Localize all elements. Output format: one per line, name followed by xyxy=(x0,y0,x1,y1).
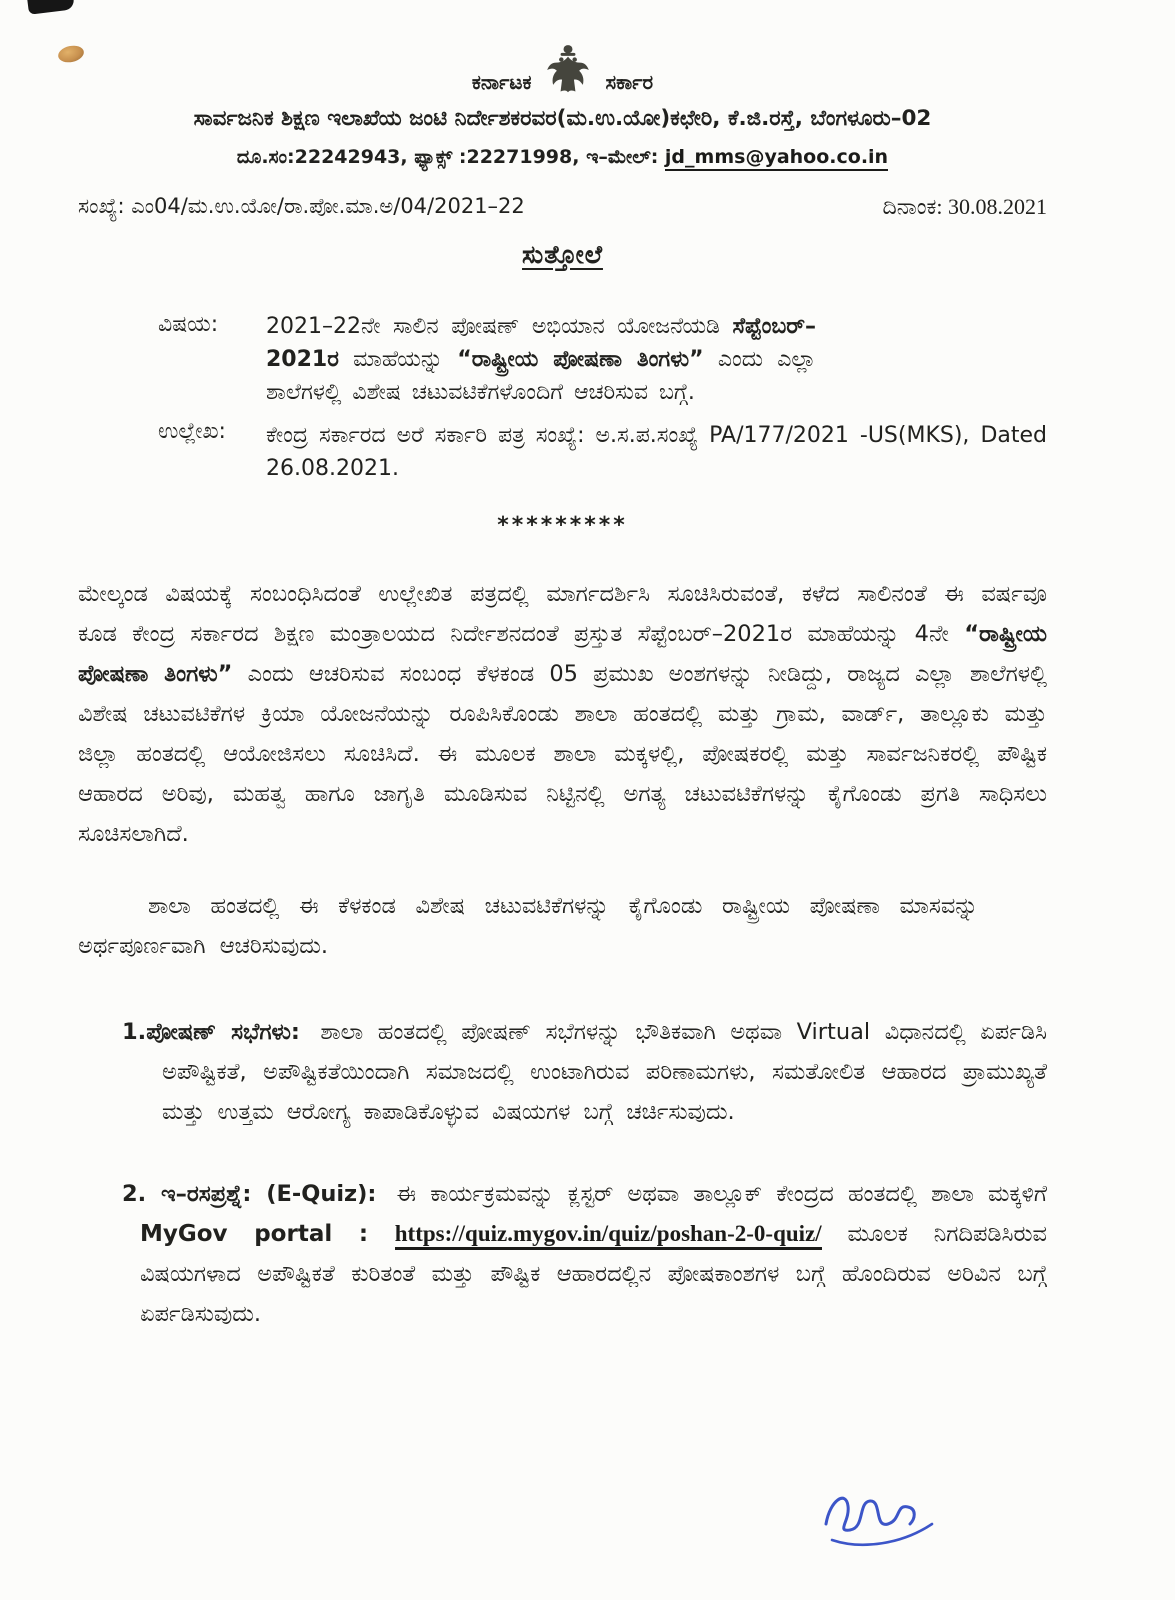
subject-seg-3: ಎಂದು ಎಲ್ಲಾ ಶಾಲೆಗಳಲ್ಲಿ ವಿಶೇಷ ಚಟುವಟಿಕೆಗಳೊಂದಿಗೆ ಆಚರಿಸುವ ಬಗ್ಗೆ. xyxy=(266,347,817,405)
subject-bold-slogan: “ರಾಷ್ಟ್ರೀಯ ಪೋಷಣಾ ತಿಂಗಳು” xyxy=(457,347,704,372)
subject-seg-1: 2021–22ನೇ ಸಾಲಿನ ಪೋಷಣ್ ಅಭಿಯಾನ ಯೋಜನೆಯಡಿ xyxy=(266,314,733,339)
phone-fax-email-text: ದೂ.ಸಂ:22242943, ಫ್ಯಾಕ್ಸ್ :22271998, ಇ–ಮೇಲ್: xyxy=(236,146,665,168)
subject-text xyxy=(266,310,816,409)
item1-number: 1. xyxy=(122,1019,147,1045)
email-link[interactable]: jd_mms@yahoo.co.in xyxy=(665,146,888,171)
emblem-right-text: ಸರ್ಕಾರ xyxy=(605,70,654,94)
item2-seg-1: ಈ ಕಾರ್ಯಕ್ರಮವನ್ನು ಕ್ಲಸ್ಟರ್ ಅಥವಾ ತಾಲ್ಲೂಕ್ ಕೇಂದ್ರದ ಹಂತದಲ್ಲಿ ಶಾಲಾ ಮಕ್ಕಳಿಗೆ xyxy=(382,1181,1047,1207)
para1-bold-slogan: “ರಾಷ್ಟ್ರೀಯ ಪೋಷಣಾ ತಿಂಗಳು” xyxy=(78,621,1047,687)
body-paragraph-1 xyxy=(78,574,1047,854)
item2-heading: ಇ–ರಸಪ್ರಶ್ನೆ: (E-Quiz): xyxy=(146,1181,377,1207)
subject-row xyxy=(158,310,1047,409)
subject-reference-block xyxy=(158,310,1047,485)
subject-label: ವಿಷಯ: xyxy=(158,312,219,337)
emblem-left-text: ಕರ್ನಾಟಕ xyxy=(471,70,532,94)
office-address-line: ಸಾರ್ವಜನಿಕ ಶಿಕ್ಷಣ ಇಲಾಖೆಯ ಜಂಟಿ ನಿರ್ದೇಶಕರವರ(ಮ.ಉ.ಯೋ)ಕಛೇರಿ, ಕೆ.ಜಿ.ರಸ್ತೆ, ಬೆಂಗಳೂರು–02 xyxy=(193,106,932,131)
list-item-poshan-meetings xyxy=(122,1012,1047,1132)
list-item-equiz xyxy=(122,1174,1047,1334)
karnataka-emblem-icon xyxy=(545,44,591,96)
body-paragraph-2: ಶಾಲಾ ಹಂತದಲ್ಲಿ ಈ ಕೆಳಕಂಡ ವಿಶೇಷ ಚಟುವಟಿಕೆಗಳನ್ನು ಕೈಗೊಂಡು ರಾಷ್ಟ್ರೀಯ ಪೋಷಣಾ ಮಾಸವನ್ನು ಅರ್ಥಪೂರ್ಣವಾಗಿ ಆಚರಿಸುವುದು. xyxy=(78,893,978,959)
contact-line xyxy=(78,146,1047,168)
document-title: ಸುತ್ತೋಲೆ xyxy=(522,240,603,269)
separator-stars: ********* xyxy=(497,513,628,538)
para1-seg-1: ಮೇಲ್ಕಂಡ ವಿಷಯಕ್ಕೆ ಸಂಬಂಧಿಸಿದಂತೆ ಉಲ್ಲೇಖಿತ ಪತ್ರದಲ್ಲಿ ಮಾರ್ಗದರ್ಶಿಸಿ ಸೂಚಿಸಿರುವಂತೆ, ಕಳೆದ ಸಾಲಿನಂತೆ ಈ ವರ್ಷವೂ ಕೂಡ ಕೇಂದ್ರ ಸರ್ಕಾರದ ಶಿಕ್ಷಣ ಮಂತ್ರಾಲಯದ ನಿರ್ದೇಶನದಂತೆ ಪ್ರಸ್ತುತ ಸೆಪ್ಟೆಂಬರ್–2021ರ ಮಾಹೆಯನ್ನು 4ನೇ xyxy=(78,581,1047,647)
item2-seg-2: ಮೂಲಕ ನಿಗದಿಪಡಿಸಿರುವ ವಿಷಯಗಳಾದ ಅಪೌಷ್ಟಿಕತೆ ಕುರಿತಂತೆ ಮತ್ತು ಪೌಷ್ಟಿಕ ಆಹಾರದಲ್ಲಿನ ಪೋಷಕಾಂಶಗಳ ಬಗ್ಗೆ ಹೊಂದಿರುವ ಅರಿವಿನ ಬಗ್ಗೆ ಏರ್ಪಡಿಸುವುದು. xyxy=(140,1221,1048,1327)
reference-row xyxy=(158,417,1047,485)
para1-seg-2: ಎಂದು ಆಚರಿಸುವ ಸಂಬಂಧ ಕೆಳಕಂಡ 05 ಪ್ರಮುಖ ಅಂಶಗಳನ್ನು ನೀಡಿದ್ದು, ರಾಜ್ಯದ ಎಲ್ಲಾ ಶಾಲೆಗಳಲ್ಲಿ ವಿಶೇಷ ಚಟುವಟಿಕೆಗಳ ಕ್ರಿಯಾ ಯೋಜನೆಯನ್ನು ರೂಪಿಸಿಕೊಂಡು ಶಾಲಾ ಹಂತದಲ್ಲಿ ಮತ್ತು ಗ್ರಾಮ, ವಾರ್ಡ್, ತಾಲ್ಲೂಕು ಮತ್ತು ಜಿಲ್ಲಾ ಹಂತದಲ್ಲಿ ಆಯೋಜಿಸಲು ಸೂಚಿಸಿದೆ. ಈ ಮೂಲಕ ಶಾಲಾ ಮಕ್ಕಳಲ್ಲಿ, ಪೋಷಕರಲ್ಲಿ ಮತ್ತು ಸಾರ್ವಜನಿಕರಲ್ಲಿ ಪೌಷ್ಟಿಕ ಆಹಾರದ ಅರಿವು, ಮಹತ್ವ ಹಾಗೂ ಜಾಗೃತಿ ಮೂಡಿಸುವ ನಿಟ್ಟಿನಲ್ಲಿ ಅಗತ್ಯ ಚಟುವಟಿಕೆಗಳನ್ನು ಕೈಗೊಂಡು ಪ್ರಗತಿ ಸಾಧಿಸಲು ಸೂಚಿಸಲಾಗಿದೆ. xyxy=(78,661,1047,847)
subject-bold-month: ಸೆಪ್ಟೆಂಬರ್– 2021ರ xyxy=(266,314,816,372)
reference-label: ಉಲ್ಲೇಖ: xyxy=(158,419,226,444)
reference-text: ಕೇಂದ್ರ ಸರ್ಕಾರದ ಅರೆ ಸರ್ಕಾರಿ ಪತ್ರ ಸಂಖ್ಯೆ: ಅ.ಸ.ಪ.ಸಂಖ್ಯೆ PA/177/2021 -US(MKS), Dated 26.08.2021. xyxy=(266,423,1047,481)
quiz-url-link[interactable]: https://quiz.mygov.in/quiz/poshan-2-0-quiz/ xyxy=(395,1221,822,1250)
item2-number: 2. xyxy=(122,1181,147,1207)
signature-scribble xyxy=(812,1478,944,1564)
government-header xyxy=(78,44,1047,96)
item1-heading: ಪೋಷಣ್ ಸಭೆಗಳು: xyxy=(146,1019,300,1045)
circular-date: ದಿನಾಂಕ: 30.08.2021 xyxy=(882,194,1047,219)
subject-seg-2: ಮಾಹೆಯನ್ನು xyxy=(338,347,458,372)
mygov-portal-label: MyGov portal : xyxy=(140,1221,395,1247)
circular-number: ಸಂಖ್ಯೆ: ಎಂ04/ಮ.ಉ.ಯೋ/ರಾ.ಪೋ.ಮಾ.ಅ/04/2021–22 xyxy=(78,194,525,218)
reference-number-row xyxy=(78,194,1047,220)
item1-text: ಶಾಲಾ ಹಂತದಲ್ಲಿ ಪೋಷಣ್ ಸಭೆಗಳನ್ನು ಭೌತಿಕವಾಗಿ ಅಥವಾ Virtual ವಿಧಾನದಲ್ಲಿ ಏರ್ಪಡಿಸಿ ಅಪೌಷ್ಟಿಕತೆ, ಅಪೌಷ್ಟಿಕತೆಯಿಂದಾಗಿ ಸಮಾಜದಲ್ಲಿ ಉಂಟಾಗಿರುವ ಪರಿಣಾಮಗಳು, ಸಮತೋಲಿತ ಆಹಾರದ ಪ್ರಾಮುಖ್ಯತೆ ಮತ್ತು ಉತ್ತಮ ಆರೋಗ್ಯ ಕಾಪಾಡಿಕೊಳ್ಳುವ ವಿಷಯಗಳ ಬಗ್ಗೆ ಚರ್ಚಿಸುವುದು. xyxy=(162,1019,1047,1125)
